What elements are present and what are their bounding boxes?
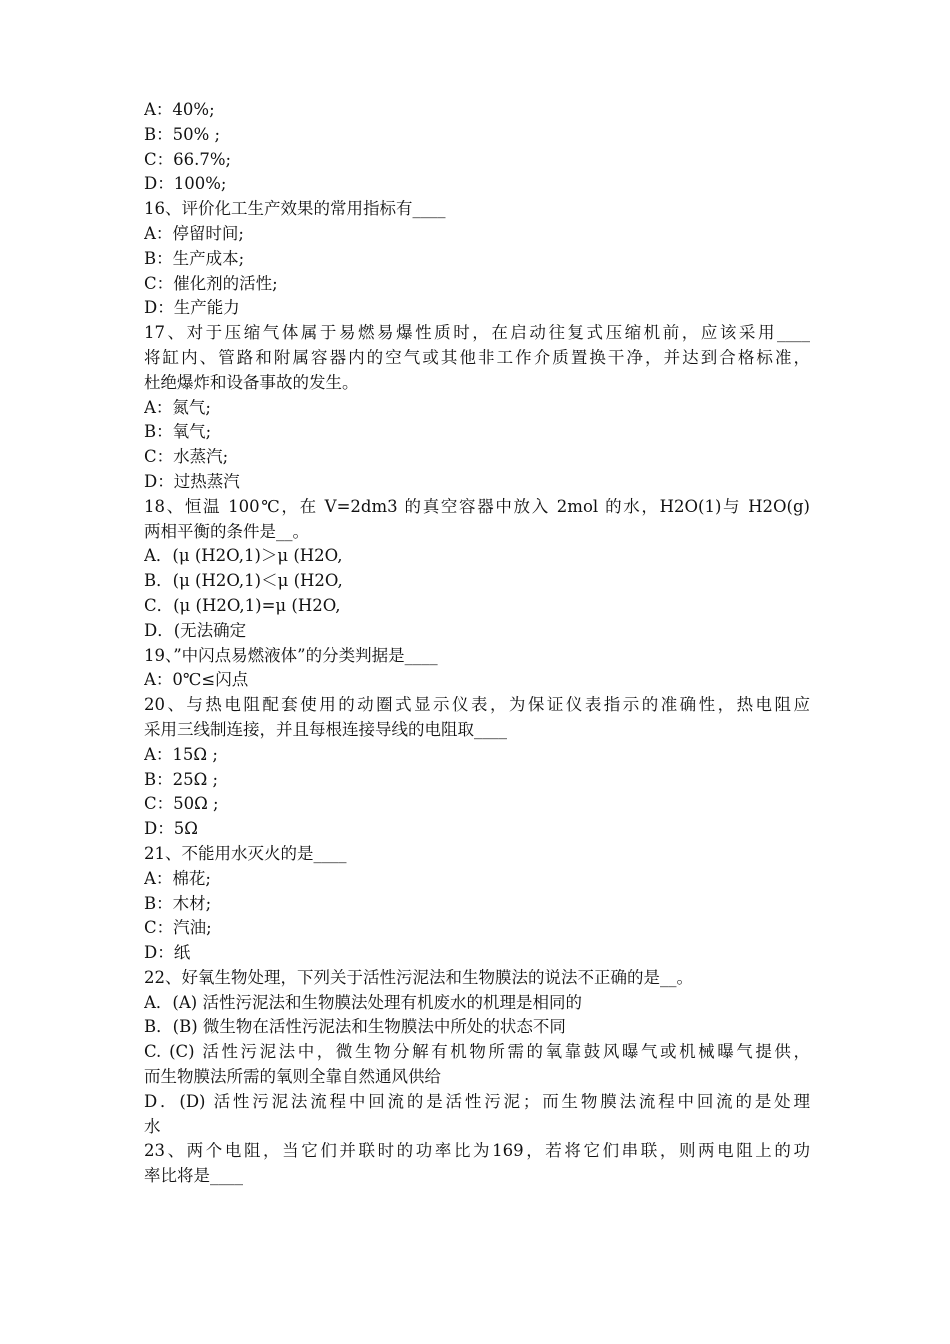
option-line: B：25Ω ; bbox=[144, 769, 219, 789]
option-line: A：15Ω ; bbox=[144, 744, 218, 764]
option-line: C：50Ω ; bbox=[144, 794, 219, 814]
option-line: D：纸 bbox=[144, 943, 191, 963]
question-17-continued: 将缸内、管路和附属容器内的空气或其他非工作介质置换干净，并达到合格标准， bbox=[144, 347, 810, 367]
option-line: D．(无法确定 bbox=[144, 620, 247, 640]
option-line: A：氮气; bbox=[144, 397, 211, 417]
option-line: B：生产成本; bbox=[144, 248, 245, 268]
document-page bbox=[144, 98, 810, 1189]
option-line: C：66.7%; bbox=[144, 149, 232, 169]
question-23-continued: 率比将是____ bbox=[144, 1166, 243, 1186]
question-19: 19、”中闪点易燃液体”的分类判据是____ bbox=[144, 645, 438, 665]
option-line: B．(μ (H2O,1)＜μ (H2O, bbox=[144, 571, 343, 591]
option-line: D：100%; bbox=[144, 174, 227, 194]
option-line: D：过热蒸汽 bbox=[144, 471, 240, 491]
option-line: B：50% ; bbox=[144, 124, 221, 144]
option-line: D：生产能力 bbox=[144, 298, 240, 318]
question-23: 23、两个电阻，当它们并联时的功率比为169，若将它们串联，则两电阻上的功 bbox=[144, 1141, 810, 1161]
option-line: A：棉花; bbox=[144, 868, 211, 888]
option-line: B．(B) 微生物在活性污泥法和生物膜法中所处的状态不同 bbox=[144, 1017, 566, 1037]
question-18-continued: 两相平衡的条件是__。 bbox=[144, 521, 309, 541]
option-line-continued: 而生物膜法所需的氧则全靠自然通风供给 bbox=[144, 1067, 441, 1087]
question-22: 22、好氧生物处理，下列关于活性污泥法和生物膜法的说法不正确的是__。 bbox=[144, 967, 693, 987]
option-line: A．(μ (H2O,1)＞μ (H2O, bbox=[144, 546, 343, 566]
option-line: A：0℃≤闪点 bbox=[144, 670, 249, 690]
option-line: A．(A) 活性污泥法和生物膜法处理有机废水的机理是相同的 bbox=[144, 992, 582, 1012]
option-line: C. (C) 活性污泥法中，微生物分解有机物所需的氧靠鼓风曝气或机械曝气提供， bbox=[144, 1042, 810, 1062]
option-line: C：水蒸汽; bbox=[144, 447, 229, 467]
option-line: C．(μ (H2O,1)=μ (H2O, bbox=[144, 595, 341, 615]
option-line: A：停留时间; bbox=[144, 223, 244, 243]
option-line: B：氧气; bbox=[144, 422, 212, 442]
question-17: 17、对于压缩气体属于易燃易爆性质时，在启动往复式压缩机前，应该采用____ bbox=[144, 323, 810, 343]
option-line: C：汽油; bbox=[144, 918, 212, 938]
question-20-continued: 采用三线制连接，并且每根连接导线的电阻取____ bbox=[144, 719, 507, 739]
option-line: D．(D) 活性污泥法流程中回流的是活性污泥；而生物膜法流程中回流的是处理 bbox=[144, 1091, 810, 1111]
option-line: C：催化剂的活性; bbox=[144, 273, 278, 293]
question-21: 21、不能用水灭火的是____ bbox=[144, 843, 347, 863]
option-line: B：木材; bbox=[144, 893, 212, 913]
option-line: A：40%; bbox=[144, 100, 215, 119]
question-17-continued: 杜绝爆炸和设备事故的发生。 bbox=[144, 372, 359, 392]
question-16: 16、评价化工生产效果的常用指标有____ bbox=[144, 199, 446, 219]
question-18: 18、恒温 100℃，在 V=2dm3 的真空容器中放入 2mol 的水，H2O(1)与 H2O(g) bbox=[144, 496, 810, 516]
option-line: D：5Ω bbox=[144, 819, 198, 839]
option-line-continued: 水 bbox=[144, 1116, 161, 1136]
question-20: 20、与热电阻配套使用的动圈式显示仪表，为保证仪表指示的准确性，热电阻应 bbox=[144, 695, 810, 715]
